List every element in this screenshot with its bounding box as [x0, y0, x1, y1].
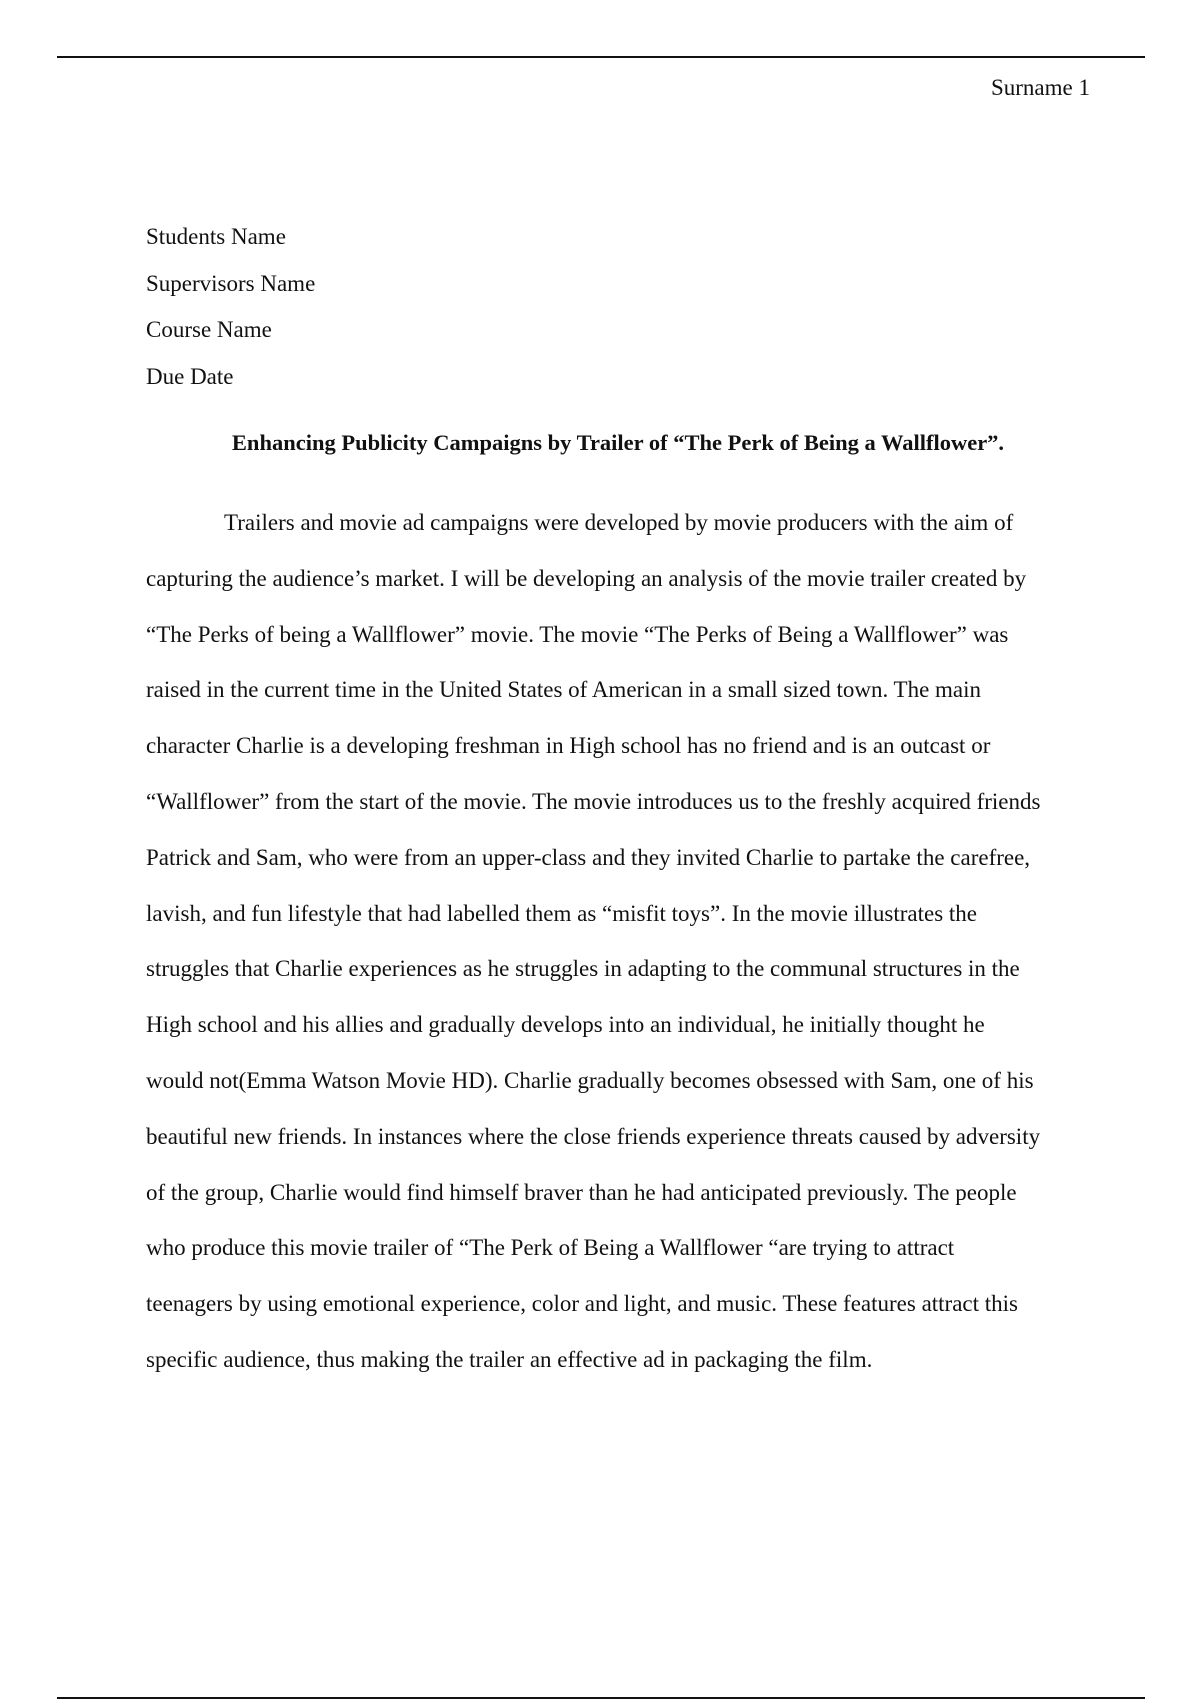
paragraph-line: beautiful new friends. In instances where the close friends experience threats caused by adversity	[146, 1123, 1041, 1149]
essay-paragraph	[146, 495, 1090, 1388]
paragraph-line: “The Perks of being a Wallflower” movie. The movie “The Perks of Being a Wallflower” was	[146, 621, 1009, 647]
running-head: Surname 1	[990, 75, 1090, 100]
supervisor-name-line: Supervisors Name	[146, 270, 316, 296]
student-name-line: Students Name	[146, 224, 286, 249]
paragraph-line: raised in the current time in the United States of American in a small sized town. The main	[146, 677, 982, 703]
paragraph-line: who produce this movie trailer of “The Perk of Being a Wallflower “are trying to attract	[146, 1235, 955, 1261]
paragraph-line: “Wallflower” from the start of the movie. The movie introduces us to the freshly acquired friends	[146, 788, 1041, 814]
paragraph-line: of the group, Charlie would find himself braver than he had anticipated previously. The people	[146, 1179, 1017, 1205]
paragraph-line: Trailers and movie ad campaigns were developed by movie producers with the aim of	[224, 510, 1014, 535]
top-page-rule	[57, 56, 1145, 58]
essay-title: Enhancing Publicity Campaigns by Trailer of “The Perk of Being a Wallflower”.	[231, 430, 1005, 455]
bottom-page-rule	[57, 1697, 1145, 1699]
paragraph-line: struggles that Charlie experiences as he struggles in adapting to the communal structures in the	[146, 956, 1020, 982]
paragraph-line: High school and his allies and gradually develops into an individual, he initially thought he	[146, 1012, 985, 1038]
paragraph-line: teenagers by using emotional experience, color and light, and music. These features attract this	[146, 1291, 1019, 1317]
paragraph-line: capturing the audience’s market. I will be developing an analysis of the movie trailer created by	[146, 565, 1027, 591]
paragraph-line: specific audience, thus making the trailer an effective ad in packaging the film.	[146, 1346, 873, 1372]
paragraph-line: lavish, and fun lifestyle that had labelled them as “misfit toys”. In the movie illustrates the	[146, 900, 977, 926]
due-date-line: Due Date	[146, 363, 234, 389]
paragraph-line: character Charlie is a developing freshman in High school has no friend and is an outcast or	[146, 733, 991, 759]
course-name-line: Course Name	[146, 317, 272, 342]
paragraph-line: Patrick and Sam, who were from an upper-class and they invited Charlie to partake the carefree,	[146, 844, 1031, 870]
heading-block	[146, 214, 315, 400]
paragraph-line: would not(Emma Watson Movie HD). Charlie gradually becomes obsessed with Sam, one of his	[146, 1067, 1034, 1093]
